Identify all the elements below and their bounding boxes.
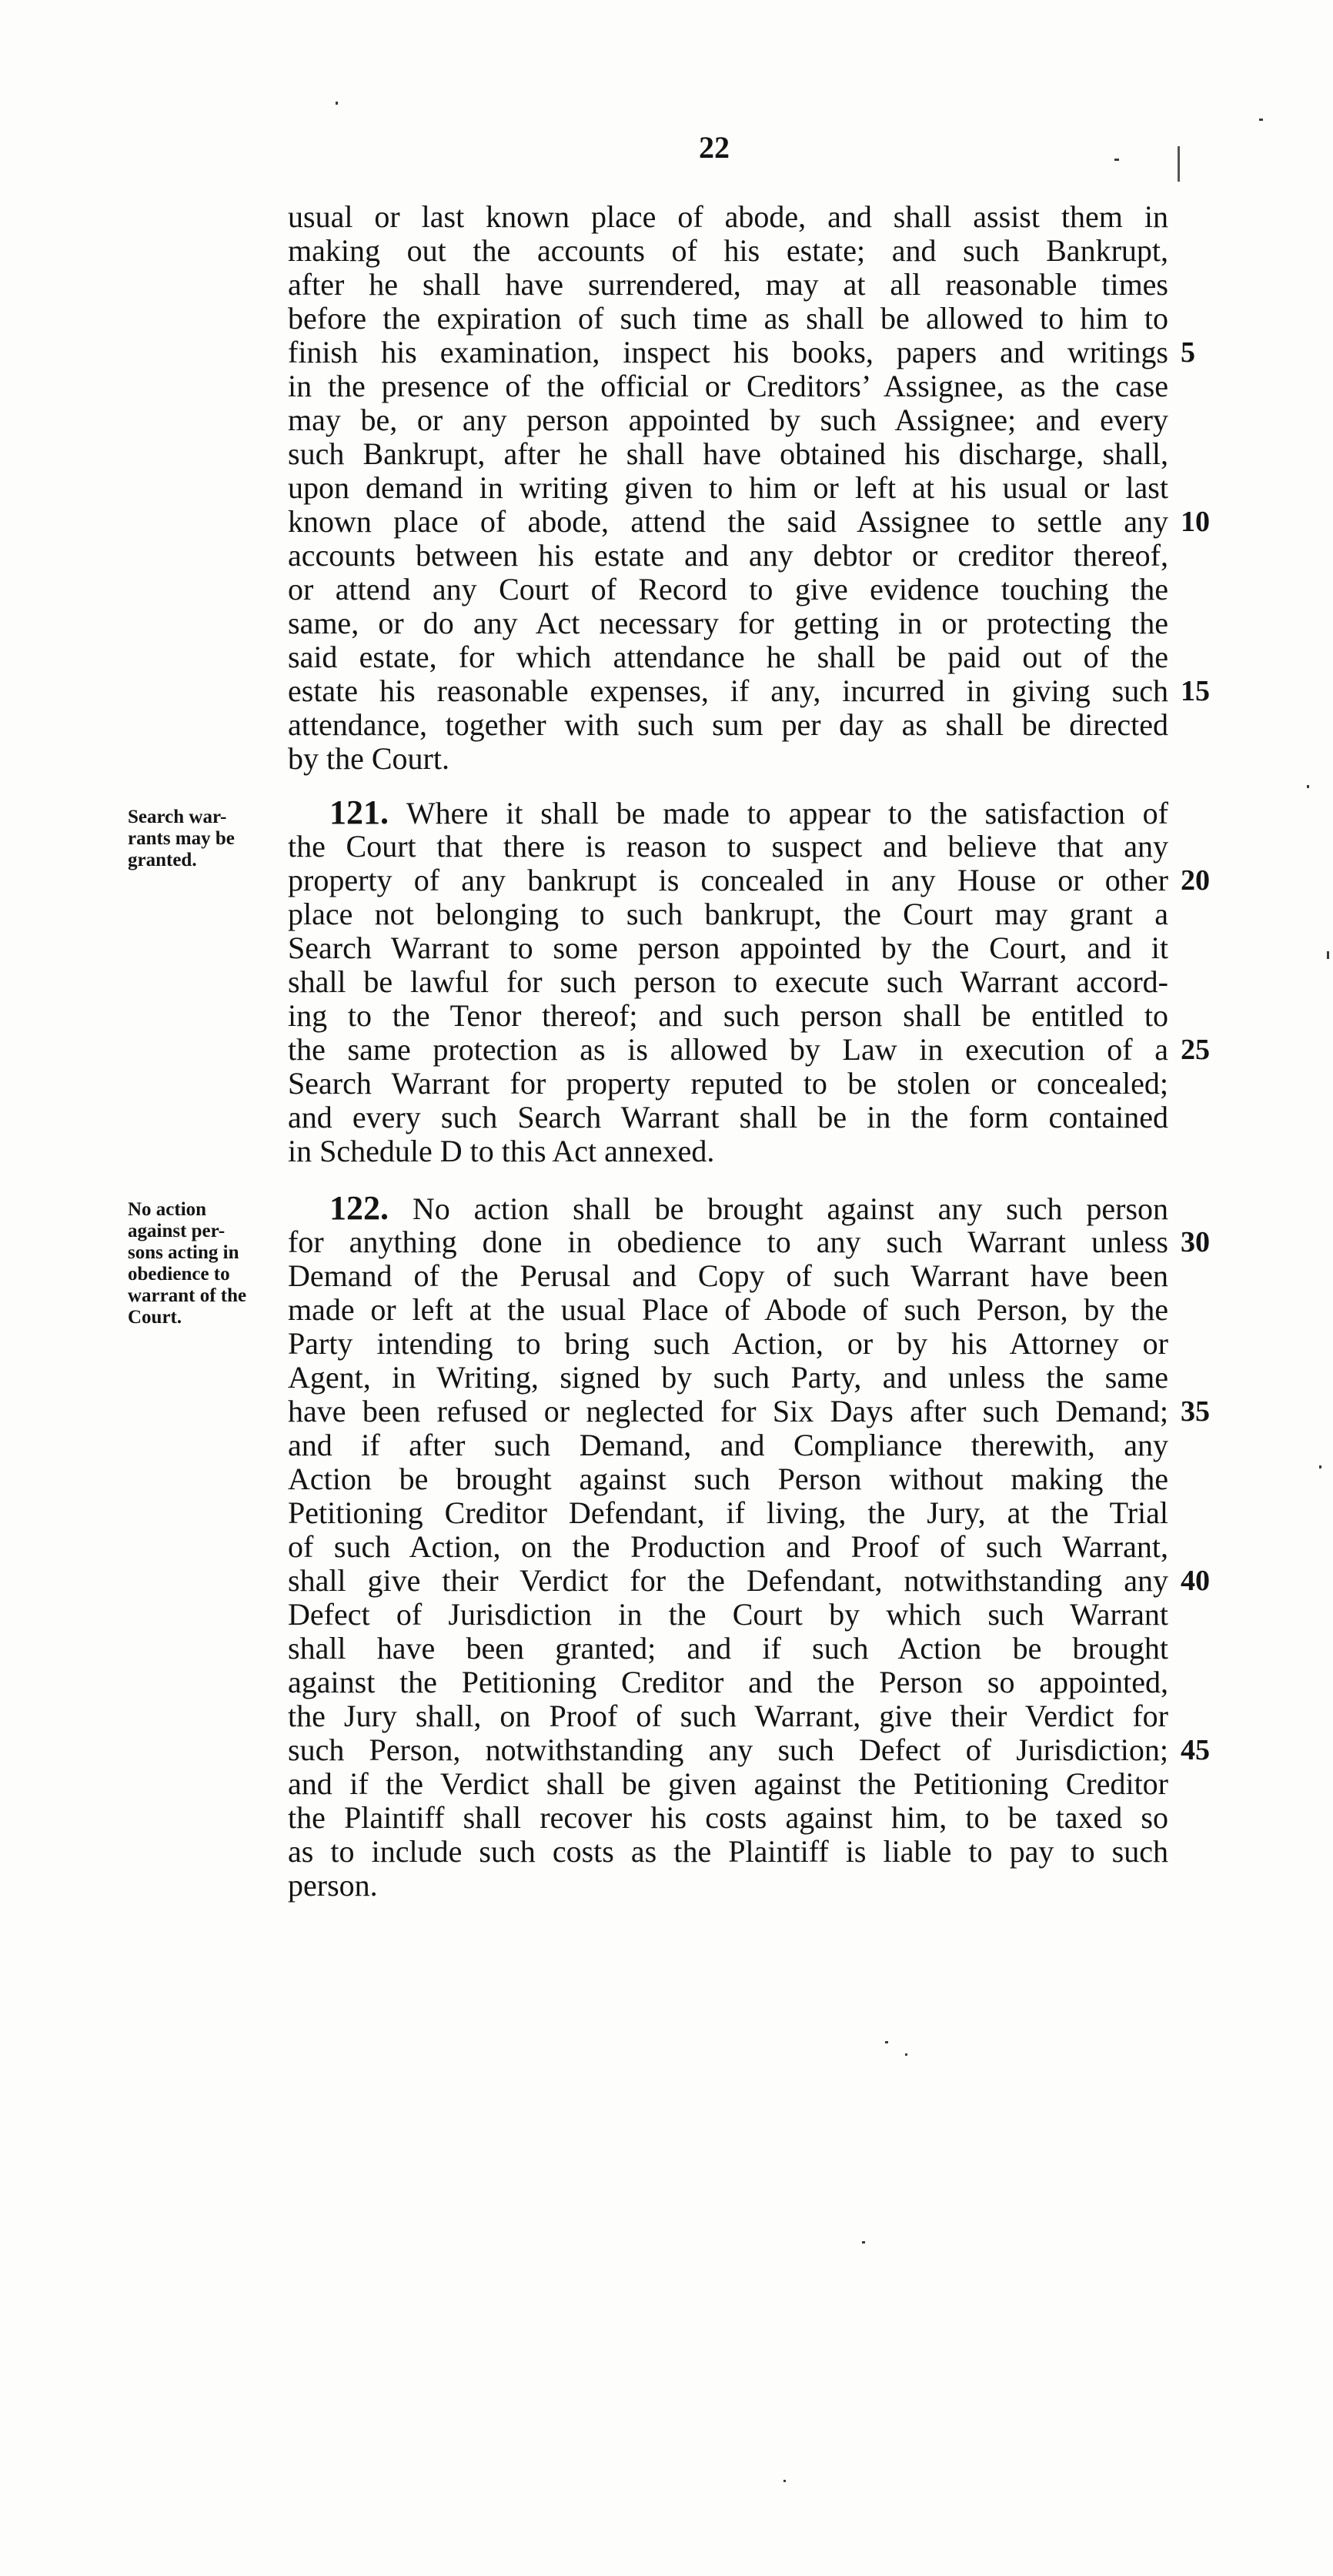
line-number: 35 [1181, 1395, 1210, 1428]
margin-note-line: warrant of the [128, 1285, 247, 1306]
text-line: making out the accounts of his estate; and such Bankrupt, [288, 233, 1168, 268]
margin-note-line: obedience to [128, 1264, 230, 1285]
scan-speck [862, 2241, 865, 2244]
text-line: the Plaintiff shall recover his costs against him, to be taxed so [288, 1800, 1168, 1835]
line-number: 40 [1181, 1565, 1210, 1597]
line-number: 45 [1181, 1734, 1210, 1766]
section-first-line [329, 1189, 1169, 1227]
text-line: such Bankrupt, after he shall have obtained his discharge, shall, [288, 436, 1168, 471]
margin-note-line: No action [128, 1199, 207, 1220]
text-line: said estate, for which attendance he shall be paid out of the [288, 640, 1168, 674]
margin-note-line: sons acting in [128, 1242, 239, 1263]
text-line: Action be brought against such Person without making the [288, 1462, 1168, 1496]
text-line: accounts between his estate and any debtor or creditor thereof, [288, 538, 1168, 573]
line-number: 30 [1181, 1226, 1210, 1258]
text-line: of such Action, on the Production and Proof of such Warrant, [288, 1529, 1168, 1564]
text-line: and if after such Demand, and Compliance therewith, any [288, 1428, 1168, 1462]
line-number: 20 [1181, 864, 1210, 897]
section-number: 122. [329, 1189, 389, 1227]
margin-note-line: against per- [128, 1221, 226, 1241]
text-line: before the expiration of such time as shall be allowed to him to [288, 301, 1168, 336]
margin-note-line: rants may be [128, 828, 235, 849]
page-number: 22 [699, 130, 730, 165]
text-line: by the Court. [288, 741, 449, 776]
text-line: known place of abode, attend the said Assignee to settle any [288, 504, 1168, 539]
text-line: have been refused or neglected for Six Days after such Demand; [288, 1394, 1168, 1428]
text-line: attendance, together with such sum per day as shall be directed [288, 707, 1168, 742]
text-line: and if the Verdict shall be given against the Petitioning Creditor [288, 1766, 1168, 1801]
text-line: in Schedule D to this Act annexed. [288, 1134, 715, 1168]
text-line: Defect of Jurisdiction in the Court by which such Warrant [288, 1597, 1168, 1632]
text-line: ing to the Tenor thereof; and such person shall be entitled to [288, 998, 1168, 1033]
text-line: as to include such costs as the Plaintiff is liable to pay to such [288, 1834, 1168, 1869]
text-line: for anything done in obedience to any such Warrant unless [288, 1225, 1168, 1259]
text-line: made or left at the usual Place of Abode of such Person, by the [288, 1292, 1168, 1327]
text-line: may be, or any person appointed by such Assignee; and every [288, 403, 1168, 437]
line-number: 10 [1181, 506, 1210, 538]
scan-speck [1114, 159, 1119, 161]
margin-note-line: Search war- [128, 807, 227, 827]
text-line: place not belonging to such bankrupt, the Court may grant a [288, 897, 1168, 931]
text-line: against the Petitioning Creditor and the Person so appointed, [288, 1665, 1168, 1699]
text-line: property of any bankrupt is concealed in any House or other [288, 863, 1168, 897]
scan-speck [1178, 146, 1180, 182]
text-line: Demand of the Perusal and Copy of such Warrant have been [288, 1258, 1168, 1293]
scan-speck [1327, 951, 1329, 959]
text-line: shall give their Verdict for the Defendant, notwithstanding any [288, 1563, 1168, 1598]
text-line: same, or do any Act necessary for getting in or protecting the [288, 606, 1168, 640]
text-line: the Court that there is reason to suspect and believe that any [288, 829, 1168, 864]
text-line: or attend any Court of Record to give evidence touching the [288, 572, 1168, 606]
text-line: Search Warrant to some person appointed by the Court, and it [288, 931, 1168, 965]
text-line: after he shall have surrendered, may at all reasonable times [288, 267, 1168, 302]
scan-speck [905, 2053, 907, 2056]
section-first-line-text: Where it shall be made to appear to the satisfaction of [406, 796, 1168, 830]
scan-speck [1319, 1465, 1321, 1468]
text-line: Petitioning Creditor Defendant, if living, the Jury, at the Trial [288, 1495, 1168, 1530]
text-line: person. [288, 1868, 378, 1903]
scan-speck [783, 2480, 786, 2482]
section-number: 121. [329, 794, 389, 831]
section-first-line [329, 794, 1168, 831]
text-line: Party intending to bring such Action, or by his Attorney or [288, 1326, 1168, 1361]
text-line: upon demand in writing given to him or left at his usual or last [288, 470, 1168, 505]
line-number: 15 [1181, 675, 1210, 707]
text-line: shall have been granted; and if such Action be brought [288, 1631, 1168, 1666]
text-line: and every such Search Warrant shall be in the form contained [288, 1100, 1168, 1134]
text-line: shall be lawful for such person to execute such Warrant accord- [288, 964, 1168, 999]
margin-note-line: Court. [128, 1307, 182, 1328]
scan-speck [885, 2041, 888, 2043]
text-line: in the presence of the official or Creditors’ Assignee, as the case [288, 369, 1168, 403]
line-number: 5 [1181, 336, 1195, 369]
scan-speck [1259, 119, 1263, 121]
scan-speck [1307, 785, 1309, 788]
section-first-line-text: No action shall be brought against any such person [412, 1191, 1169, 1226]
scan-speck [336, 102, 338, 105]
text-line: estate his reasonable expenses, if any, incurred in giving such [288, 673, 1168, 708]
text-line: the same protection as is allowed by Law in execution of a [288, 1032, 1168, 1067]
text-line: Search Warrant for property reputed to be stolen or concealed; [288, 1066, 1168, 1101]
text-line: usual or last known place of abode, and shall assist them in [288, 199, 1168, 234]
text-line: such Person, notwithstanding any such Defect of Jurisdiction; [288, 1732, 1168, 1767]
text-line: the Jury shall, on Proof of such Warrant, give their Verdict for [288, 1699, 1168, 1733]
margin-note-line: granted. [128, 850, 197, 870]
line-number: 25 [1181, 1034, 1210, 1066]
text-line: Agent, in Writing, signed by such Party, and unless the same [288, 1360, 1168, 1395]
text-line: finish his examination, inspect his books, papers and writings [288, 335, 1168, 369]
